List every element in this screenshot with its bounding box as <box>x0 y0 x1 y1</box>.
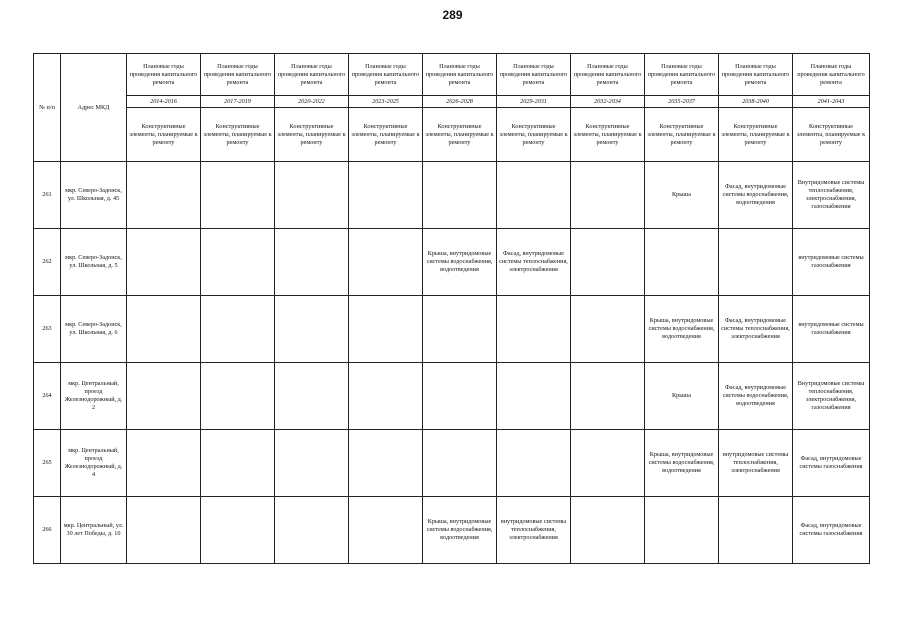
header-period-title: Плановые годы проведения капитального ремонта <box>349 54 423 96</box>
repair-elements-cell <box>719 229 793 296</box>
header-year-range: 2020-2022 <box>275 96 349 108</box>
repair-elements-cell <box>275 229 349 296</box>
header-period-title: Плановые годы проведения капитального ремонта <box>645 54 719 96</box>
repair-elements-cell <box>571 497 645 564</box>
table-row <box>34 296 870 363</box>
header-period-title: Плановые годы проведения капитального ремонта <box>127 54 201 96</box>
repair-elements-cell: внутридомовые системы газоснабжения <box>793 229 870 296</box>
repair-elements-cell <box>201 296 275 363</box>
repair-elements-cell <box>201 162 275 229</box>
repair-elements-cell: Фасад, внутридомовые системы газоснабжения <box>793 430 870 497</box>
header-period-title: Плановые годы проведения капитального ремонта <box>793 54 870 96</box>
repair-elements-cell <box>349 229 423 296</box>
repair-elements-cell <box>275 497 349 564</box>
repair-elements-cell: Фасад, внутридомовые системы водоснабжения, водоотведения <box>719 162 793 229</box>
repair-elements-cell: Фасад, внутридомовые системы теплоснабжения, электроснабжения <box>719 296 793 363</box>
header-period-title: Плановые годы проведения капитального ремонта <box>423 54 497 96</box>
row-number: 262 <box>34 229 61 296</box>
row-number: 266 <box>34 497 61 564</box>
row-address: мкр. Центральный, проезд Железнодорожный, д. 2 <box>61 363 127 430</box>
repair-elements-cell <box>127 296 201 363</box>
repair-elements-cell <box>127 430 201 497</box>
row-address: мкр. Северо-Задонск, ул. Школьная, д. 5 <box>61 229 127 296</box>
repair-elements-cell <box>497 296 571 363</box>
header-year-range: 2017-2019 <box>201 96 275 108</box>
repair-elements-cell: внутридомовые системы газоснабжения <box>793 296 870 363</box>
repair-elements-cell <box>127 229 201 296</box>
repair-elements-cell: внутридомовые системы теплоснабжения, электроснабжения <box>719 430 793 497</box>
header-year-range: 2029-2031 <box>497 96 571 108</box>
header-period-title: Плановые годы проведения капитального ремонта <box>201 54 275 96</box>
repair-elements-cell: Крыша, внутридомовые системы водоснабжения, водоотведения <box>423 229 497 296</box>
repair-elements-cell <box>571 296 645 363</box>
header-period-title: Плановые годы проведения капитального ремонта <box>571 54 645 96</box>
row-number: 264 <box>34 363 61 430</box>
header-row-years <box>34 96 870 108</box>
table-row <box>34 363 870 430</box>
row-address: мкр. Северо-Задонск, ул. Школьная, д. 6 <box>61 296 127 363</box>
repair-elements-cell <box>423 162 497 229</box>
repair-elements-cell <box>127 162 201 229</box>
table-row <box>34 229 870 296</box>
row-address: мкр. Центральный, проезд Железнодорожный, д. 4 <box>61 430 127 497</box>
header-num: № п/п <box>34 54 61 162</box>
header-row-period <box>34 54 870 96</box>
repair-elements-cell: внутридомовые системы теплоснабжения, электроснабжения <box>497 497 571 564</box>
repair-elements-cell <box>201 430 275 497</box>
header-year-range: 2023-2025 <box>349 96 423 108</box>
header-elements-title: Конструктивные элементы, планируемые к ремонту <box>423 108 497 162</box>
header-elements-title: Конструктивные элементы, планируемые к ремонту <box>127 108 201 162</box>
header-elements-title: Конструктивные элементы, планируемые к ремонту <box>793 108 870 162</box>
row-number: 261 <box>34 162 61 229</box>
repair-elements-cell <box>349 497 423 564</box>
row-number: 263 <box>34 296 61 363</box>
repair-elements-cell <box>275 363 349 430</box>
repair-elements-cell: Фасад, внутридомовые системы теплоснабжения, электроснабжения <box>497 229 571 296</box>
repair-elements-cell <box>275 162 349 229</box>
repair-elements-cell <box>275 296 349 363</box>
header-period-title: Плановые годы проведения капитального ремонта <box>719 54 793 96</box>
repair-elements-cell <box>127 363 201 430</box>
header-elements-title: Конструктивные элементы, планируемые к ремонту <box>349 108 423 162</box>
repair-elements-cell <box>645 497 719 564</box>
table-row <box>34 162 870 229</box>
repair-elements-cell: Крыша, внутридомовые системы водоснабжения, водоотведения <box>645 430 719 497</box>
repair-elements-cell: Крыша, внутридомовые системы водоснабжения, водоотведения <box>423 497 497 564</box>
repair-elements-cell <box>127 497 201 564</box>
page-number: 289 <box>442 8 463 22</box>
header-year-range: 2026-2028 <box>423 96 497 108</box>
repair-elements-cell: Фасад, внутридомовые системы газоснабжения <box>793 497 870 564</box>
repair-elements-cell <box>497 162 571 229</box>
repair-elements-cell <box>571 363 645 430</box>
repair-elements-cell <box>571 430 645 497</box>
row-address: мкр. Центральный, ул. 30 лет Победы, д. 10 <box>61 497 127 564</box>
repair-elements-cell <box>423 430 497 497</box>
repair-elements-cell <box>497 363 571 430</box>
repair-elements-cell <box>349 430 423 497</box>
header-period-title: Плановые годы проведения капитального ремонта <box>275 54 349 96</box>
header-year-range: 2032-2034 <box>571 96 645 108</box>
row-address: мкр. Северо-Задонск, ул. Школьная, д. 45 <box>61 162 127 229</box>
header-year-range: 2035-2037 <box>645 96 719 108</box>
repair-elements-cell <box>275 430 349 497</box>
repair-elements-cell: Крыша <box>645 162 719 229</box>
header-elements-title: Конструктивные элементы, планируемые к ремонту <box>571 108 645 162</box>
repair-elements-cell <box>571 162 645 229</box>
repair-elements-cell <box>349 363 423 430</box>
repair-elements-cell <box>497 430 571 497</box>
repair-elements-cell <box>571 229 645 296</box>
repair-elements-cell <box>423 296 497 363</box>
repair-elements-cell <box>349 296 423 363</box>
header-elements-title: Конструктивные элементы, планируемые к ремонту <box>645 108 719 162</box>
row-number: 265 <box>34 430 61 497</box>
header-year-range: 2038-2040 <box>719 96 793 108</box>
repair-elements-cell: Внутридомовые системы теплоснабжения, электроснабжения, газоснабжения <box>793 363 870 430</box>
header-year-range: 2014-2016 <box>127 96 201 108</box>
header-year-range: 2041-2043 <box>793 96 870 108</box>
header-period-title: Плановые годы проведения капитального ремонта <box>497 54 571 96</box>
header-elements-title: Конструктивные элементы, планируемые к ремонту <box>275 108 349 162</box>
header-elements-title: Конструктивные элементы, планируемые к ремонту <box>719 108 793 162</box>
repair-elements-cell <box>719 497 793 564</box>
capital-repair-table <box>33 53 870 564</box>
header-elements-title: Конструктивные элементы, планируемые к ремонту <box>201 108 275 162</box>
repair-elements-cell <box>201 229 275 296</box>
repair-elements-cell <box>349 162 423 229</box>
repair-elements-cell: Внутридомовые системы теплоснабжения, электроснабжения, газоснабжения <box>793 162 870 229</box>
repair-elements-cell: Крыша, внутридомовые системы водоснабжения, водоотведения <box>645 296 719 363</box>
repair-elements-cell: Фасад, внутридомовые системы водоснабжения, водоотведения <box>719 363 793 430</box>
repair-elements-cell <box>201 363 275 430</box>
header-elements-title: Конструктивные элементы, планируемые к ремонту <box>497 108 571 162</box>
table-row <box>34 430 870 497</box>
repair-elements-cell <box>645 229 719 296</box>
repair-elements-cell <box>201 497 275 564</box>
header-row-elements <box>34 108 870 162</box>
repair-elements-cell <box>423 363 497 430</box>
table-body <box>34 162 870 564</box>
header-address: Адрес МКД <box>61 54 127 162</box>
repair-elements-cell: Крыша <box>645 363 719 430</box>
table-row <box>34 497 870 564</box>
